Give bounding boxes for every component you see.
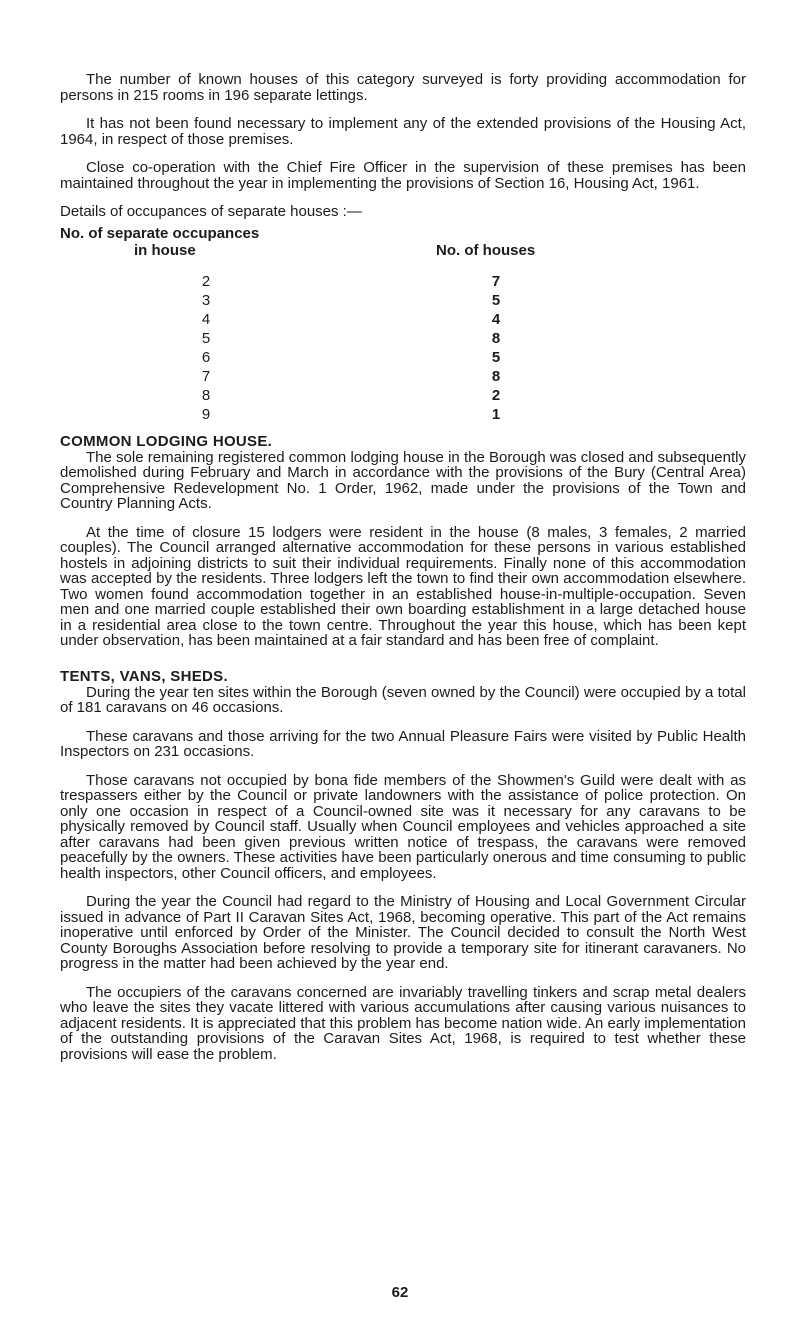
table-row [60,292,746,311]
cell-occupances: 8 [201,386,211,404]
section-heading-lodging: COMMON LODGING HOUSE. [60,432,273,450]
cell-houses: 5 [491,291,501,309]
table-row [60,311,746,330]
tents-paragraph-2: These caravans and those arriving for the two Annual Pleasure Fairs were visited by Public Health Inspectors on 231 occasions. [60,727,746,760]
table-row [60,349,746,368]
table-header-in-house: in house [134,241,196,259]
page-number: 62 [391,1284,409,1301]
intro-paragraph-1: The number of known houses of this category surveyed is forty providing accommodation for persons in 215 rooms in 196 separate lettings. [60,71,746,104]
tents-paragraph-5: The occupiers of the caravans concerned are invariably travelling tinkers and scrap metal dealers who leave the sites they vacate littered with various accumulations after causing various nuisances to adjacent residents. It is appreciated that this problem has become nation wide. An early implementation of the outstanding provisions of the Caravan Sites Act, 1968, is required to test whether these provisions will ease the problem. [60,983,746,1063]
table-header-occupances: No. of separate occupances [60,224,260,242]
cell-occupances: 2 [201,272,211,290]
cell-houses: 8 [491,329,501,347]
table-row [60,330,746,349]
cell-houses: 5 [491,348,501,366]
table-row [60,406,746,425]
document-page [60,72,746,1062]
intro-paragraph-2: It has not been found necessary to implement any of the extended provisions of the Housing Act, 1964, in respect of those premises. [60,115,746,148]
tents-paragraph-3: Those caravans not occupied by bona fide members of the Showmen's Guild were dealt with as trespassers either by the Council or private landowners with the assistance of police protection. On only one occasion in respect of a Council-owned site was it necessary for any caravans to be physically removed by Council staff. Usually when Council employees and vehicles approached a site after caravans had been given previous written notice of trespass, the caravans were removed peacefully by the owners. These activities have been particularly onerous and time consuming to public health inspectors, other Council officers, and employees. [60,771,746,882]
cell-occupances: 6 [201,348,211,366]
cell-houses: 8 [491,367,501,385]
table-header-houses: No. of houses [436,241,536,259]
cell-occupances: 3 [201,291,211,309]
occupancy-table [60,273,746,425]
intro-paragraph-4: Details of occupances of separate houses :— [60,203,362,220]
cell-houses: 7 [491,272,501,290]
tents-paragraph-4: During the year the Council had regard to the Ministry of Housing and Local Government Circular issued in advance of Part II Caravan Sites Act, 1968, becoming operative. This part of the Act remains inoperative until enforced by Order of the Minister. The Council decided to consult the North West County Boroughs Association before resolving to provide a temporary site for itinerant caravaners. No progress in the matter had been achieved by the year end. [60,893,746,972]
table-row [60,273,746,292]
cell-occupances: 7 [201,367,211,385]
cell-occupances: 9 [201,405,211,423]
cell-occupances: 4 [201,310,211,328]
lodging-paragraph-1: The sole remaining registered common lodging house in the Borough was closed and subsequently demolished during February and March in accordance with the provisions of the Bury (Central Area) Comprehensive Redevelopment No. 1 Order, 1962, made under the provisions of the Town and Country Planning Acts. [60,448,746,512]
lodging-paragraph-2: At the time of closure 15 lodgers were resident in the house (8 males, 3 females, 2 married couples). The Council arranged alternative accommodation for these persons in various established hostels in adjoining districts to suit their individual requirements. Finally none of this accommodation was accepted by the residents. Three lodgers left the town to find their own accommodation elsewhere. Two women found accommodation together in an established house-in-multiple-occupation. Seven men and one married couple established their own boarding establishment in a large detached house in a residential area close to the town centre. Throughout the year this house, which has been kept under observation, has been maintained at a fair standard and has been free of complaint. [60,523,746,649]
occupancy-table-header [60,226,746,273]
section-heading-tents: TENTS, VANS, SHEDS. [60,667,228,685]
table-row [60,387,746,406]
cell-houses: 4 [491,310,501,328]
cell-houses: 2 [491,386,501,404]
table-row [60,368,746,387]
intro-paragraph-3: Close co-operation with the Chief Fire Officer in the supervision of these premises has been maintained throughout the year in implementing the provisions of Section 16, Housing Act, 1961. [60,159,746,192]
tents-paragraph-1: During the year ten sites within the Borough (seven owned by the Council) were occupied by a total of 181 caravans on 46 occasions. [60,683,746,716]
cell-occupances: 5 [201,329,211,347]
cell-houses: 1 [491,405,501,423]
